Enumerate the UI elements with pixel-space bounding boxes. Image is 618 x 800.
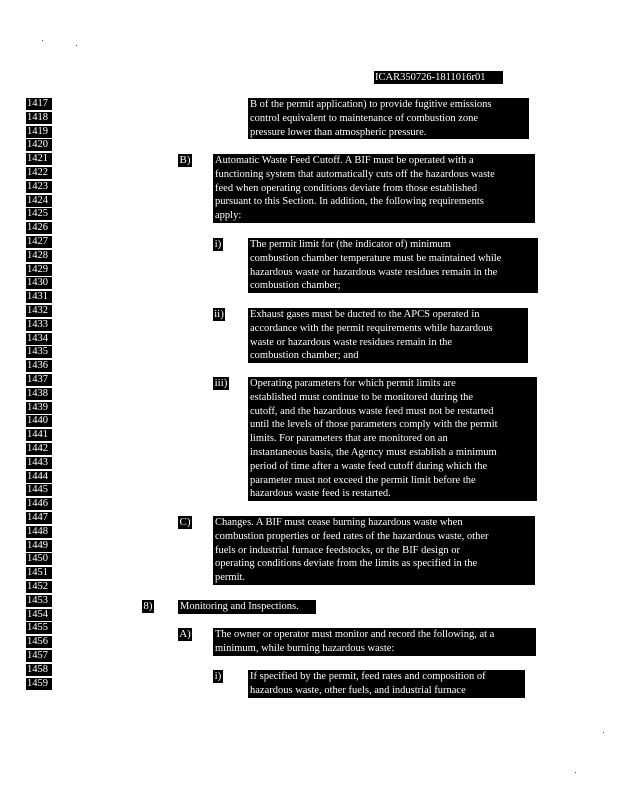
line-number: 1455 bbox=[26, 622, 52, 634]
line-number: 1445 bbox=[26, 484, 52, 496]
text-line: cutoff, and the hazardous waste feed must not be restarted bbox=[250, 405, 494, 417]
text-line: hazardous waste feed is restarted. bbox=[250, 488, 391, 500]
scan-speck bbox=[76, 45, 77, 46]
text-line: limits. For parameters that are monitored on an bbox=[250, 433, 448, 445]
paragraph-b-i bbox=[248, 238, 538, 293]
text-line: functioning system that automatically cuts off the hazardous waste bbox=[215, 168, 495, 180]
line-number: 1447 bbox=[26, 512, 52, 524]
line-number: 1425 bbox=[26, 208, 52, 220]
paragraph-8-a-i bbox=[248, 670, 525, 698]
line-number: 1436 bbox=[26, 360, 52, 372]
subsection-label-b: B) bbox=[179, 154, 191, 166]
line-number: 1452 bbox=[26, 581, 52, 593]
line-number: 1422 bbox=[26, 167, 52, 179]
text-line: accordance with the permit requirements while hazardous bbox=[250, 322, 493, 334]
text-line: established must continue to be monitored during the bbox=[250, 391, 474, 403]
line-number: 1432 bbox=[26, 305, 52, 317]
line-number: 1459 bbox=[26, 678, 52, 690]
line-number: 1438 bbox=[26, 388, 52, 400]
item-label-b-i: i) bbox=[214, 238, 222, 250]
text-line: combustion chamber; and bbox=[250, 350, 359, 362]
scan-speck bbox=[575, 772, 576, 773]
item-label-b-ii: ii) bbox=[214, 308, 224, 320]
item-label-8-a-i: i) bbox=[214, 670, 222, 682]
line-number: 1439 bbox=[26, 402, 52, 414]
text-line: period of time after a waste feed cutoff during which the bbox=[250, 460, 488, 472]
item-label-b-iii: iii) bbox=[214, 377, 228, 389]
document-id-header: ICAR350726-1811016r01 bbox=[374, 71, 503, 84]
text-line: hazardous waste, other fuels, and industrial furnace bbox=[250, 684, 466, 696]
scan-speck bbox=[603, 732, 604, 733]
text-line: pursuant to this Section. In addition, the following requirements bbox=[215, 196, 484, 208]
line-number: 1433 bbox=[26, 319, 52, 331]
line-number: 1427 bbox=[26, 236, 52, 248]
subsection-label-c: C) bbox=[179, 516, 191, 528]
line-number: 1437 bbox=[26, 374, 52, 386]
paragraph-8-a bbox=[213, 628, 536, 656]
line-number: 1430 bbox=[26, 277, 52, 289]
text-line: combustion properties or feed rates of the hazardous waste, other bbox=[215, 530, 489, 542]
subsection-label-8-a: A) bbox=[179, 628, 191, 640]
paragraph-b-ii bbox=[248, 308, 528, 363]
line-number: 1443 bbox=[26, 457, 52, 469]
text-line: instantaneous basis, the Agency must establish a minimum bbox=[250, 446, 497, 458]
continuation-paragraph bbox=[248, 98, 529, 139]
text-line: combustion chamber temperature must be maintained while bbox=[250, 252, 502, 264]
text-line: pressure lower than atmospheric pressure. bbox=[250, 126, 427, 138]
text-line: Changes. A BIF must cease burning hazardous waste when bbox=[215, 517, 463, 528]
line-number: 1423 bbox=[26, 181, 52, 193]
text-line: until the levels of those parameters comply with the permit bbox=[250, 419, 498, 431]
line-number: 1440 bbox=[26, 415, 52, 427]
text-line: If specified by the permit, feed rates and composition of bbox=[250, 671, 486, 682]
text-line: hazardous waste or hazardous waste residues remain in the bbox=[250, 266, 498, 278]
text-line: Automatic Waste Feed Cutoff. A BIF must be operated with a bbox=[215, 155, 474, 166]
text-line: apply: bbox=[215, 210, 242, 222]
line-number: 1421 bbox=[26, 153, 52, 165]
text-line: Monitoring and Inspections. bbox=[180, 601, 299, 612]
text-line: B of the permit application) to provide fugitive emissions bbox=[250, 99, 492, 110]
line-number: 1457 bbox=[26, 650, 52, 662]
line-number: 1429 bbox=[26, 264, 52, 276]
line-number: 1419 bbox=[26, 126, 52, 138]
text-line: fuels or industrial furnace feedstocks, or the BIF design or bbox=[215, 544, 460, 556]
text-line: The owner or operator must monitor and record the following, at a bbox=[215, 629, 495, 640]
line-number: 1428 bbox=[26, 250, 52, 262]
text-line: combustion chamber; bbox=[250, 280, 341, 292]
line-number: 1458 bbox=[26, 664, 52, 676]
text-line: The permit limit for (the indicator of) minimum bbox=[250, 239, 451, 250]
line-number: 1441 bbox=[26, 429, 52, 441]
line-number: 1444 bbox=[26, 471, 52, 483]
line-number: 1448 bbox=[26, 526, 52, 538]
line-number: 1451 bbox=[26, 567, 52, 579]
text-line: Exhaust gases must be ducted to the APCS operated in bbox=[250, 309, 480, 320]
text-line: Operating parameters for which permit limits are bbox=[250, 378, 456, 389]
text-line: feed when operating conditions deviate from those established bbox=[215, 182, 478, 194]
line-number: 1456 bbox=[26, 636, 52, 648]
line-number: 1434 bbox=[26, 333, 52, 345]
line-number: 1418 bbox=[26, 112, 52, 124]
line-number: 1450 bbox=[26, 553, 52, 565]
line-number: 1426 bbox=[26, 222, 52, 234]
section-label-8: 8) bbox=[143, 600, 153, 612]
scan-speck bbox=[42, 40, 43, 41]
paragraph-c-changes bbox=[213, 516, 535, 585]
line-number: 1420 bbox=[26, 139, 52, 151]
text-line: minimum, while burning hazardous waste: bbox=[215, 642, 395, 654]
heading-monitoring-and-inspections bbox=[178, 600, 316, 614]
text-line: waste or hazardous waste residues remain in the bbox=[250, 336, 453, 348]
line-number: 1442 bbox=[26, 443, 52, 455]
line-number: 1453 bbox=[26, 595, 52, 607]
text-line: permit. bbox=[215, 572, 246, 584]
paragraph-b-automatic-waste-feed-cutoff bbox=[213, 154, 535, 223]
line-number: 1454 bbox=[26, 609, 52, 621]
paragraph-b-iii bbox=[248, 377, 537, 501]
line-number: 1417 bbox=[26, 98, 52, 110]
text-line: operating conditions deviate from the limits as specified in the bbox=[215, 558, 478, 570]
text-line: parameter must not exceed the permit limit before the bbox=[250, 474, 476, 486]
text-line: control equivalent to maintenance of combustion zone bbox=[250, 112, 479, 124]
line-number: 1431 bbox=[26, 291, 52, 303]
line-number: 1424 bbox=[26, 195, 52, 207]
line-number: 1446 bbox=[26, 498, 52, 510]
line-number: 1449 bbox=[26, 540, 52, 552]
line-number: 1435 bbox=[26, 346, 52, 358]
